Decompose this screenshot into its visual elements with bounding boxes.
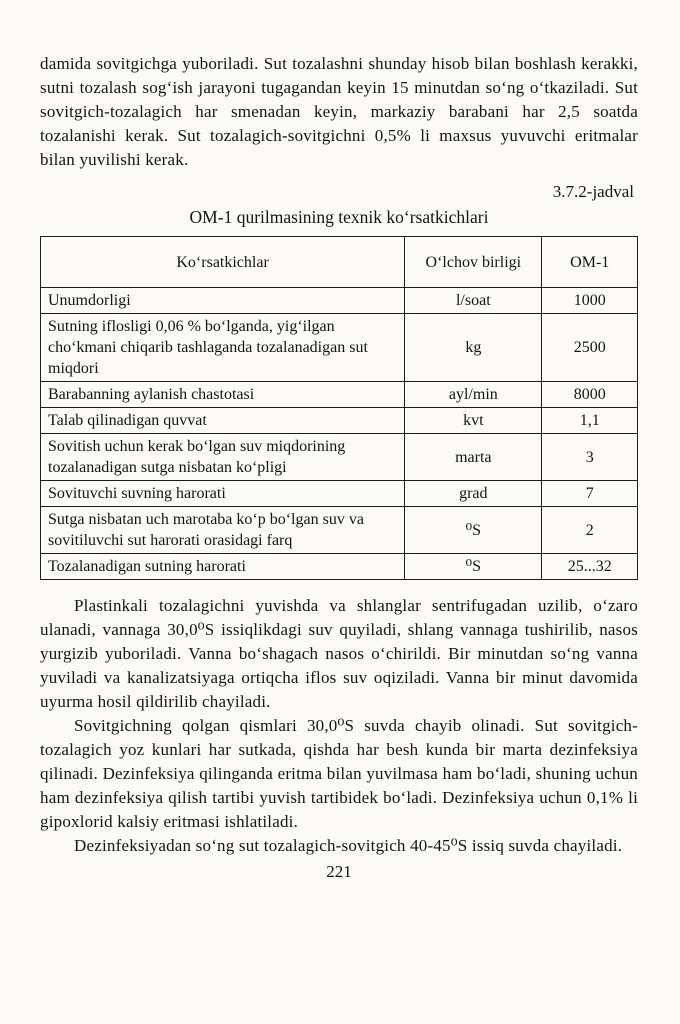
body-paragraph: Plastinkali tozalagichni yuvishda va shlanglar sentrifugadan uzilib, o‘zaro ulanadi, vannaga 30,0⁰S issiqlikdagi suv quyiladi, shlang vannaga tushirilib, nasos yurgizib yuboriladi. Vanna bo‘shagach nasos o‘chirildi. Bir minutdan so‘ng vanna yuviladi va kanalizatsiyaga ortiqcha iflos suv oqiziladi. Vanna bir minut davomida uyurma hosil qildirilib chayiladi. — [40, 596, 638, 711]
intro-paragraph: damida sovitgichga yuboriladi. Sut tozalashni shunday hisob bilan boshlash kerakki, sutni tozalash sog‘ish jarayoni tugagandan keyin 15 minutdan so‘ng o‘tkaziladi. Sut sovitgich-tozalagich har smenadan keyin, markaziy barabani har 2,5 soatda tozalanishi kerak. Sut tozalagich-sovitgichni 0,5% li maxsus yuvuvchi eritmalar bilan yuvilishi kerak. — [40, 54, 638, 169]
cell-indicator: Sovituvchi suvning harorati — [41, 481, 405, 507]
table-row — [41, 408, 638, 434]
table-row — [41, 288, 638, 314]
page-number: 221 — [326, 862, 352, 881]
table-row — [41, 314, 638, 382]
cell-unit: marta — [405, 434, 542, 481]
cell-indicator: Sovitish uchun kerak bo‘lgan suv miqdorining tozalanadigan sutga nisbatan ko‘pligi — [41, 434, 405, 481]
cell-value: 25...32 — [542, 554, 638, 580]
col-header-om1: OM-1 — [542, 237, 638, 288]
cell-unit: ⁰S — [405, 554, 542, 580]
cell-value: 1000 — [542, 288, 638, 314]
specs-table — [40, 236, 638, 580]
body-paragraph: Dezinfeksiyadan so‘ng sut tozalagich-sovitgich 40-45⁰S issiq suvda chayiladi. — [74, 836, 623, 855]
col-header-unit: O‘lchov birligi — [405, 237, 542, 288]
table-row — [41, 507, 638, 554]
body-paragraph: Sovitgichning qolgan qismlari 30,0⁰S suvda chayib olinadi. Sut sovitgich-tozalagich yoz kunlari har sutkada, qishda har besh kunda bir marta dezinfeksiya qilinadi. Dezinfeksiya qilinganda eritma bilan yuvilmasa ham bo‘ladi, shuning uchun ham dezinfeksiya qilish tartibi yuvish tartibidek bo‘ladi. Dezinfeksiya uchun 0,1% li gipoxlorid kalsiy eritmasi ishlatiladi. — [40, 716, 638, 831]
cell-indicator: Talab qilinadigan quvvat — [41, 408, 405, 434]
table-row — [41, 554, 638, 580]
cell-unit: ayl/min — [405, 382, 542, 408]
cell-value: 2 — [542, 507, 638, 554]
cell-indicator: Tozalanadigan sutning harorati — [41, 554, 405, 580]
cell-indicator: Sutning iflosligi 0,06 % bo‘lganda, yig‘ilgan cho‘kmani chiqarib tashlaganda tozalanadigan sut miqdori — [41, 314, 405, 382]
table-row — [41, 382, 638, 408]
col-header-indicators: Ko‘rsatkichlar — [41, 237, 405, 288]
cell-unit: kg — [405, 314, 542, 382]
cell-value: 7 — [542, 481, 638, 507]
table-header-row — [41, 237, 638, 288]
cell-unit: ⁰S — [405, 507, 542, 554]
cell-indicator: Unumdorligi — [41, 288, 405, 314]
table-row — [41, 481, 638, 507]
cell-value: 2500 — [542, 314, 638, 382]
cell-indicator: Barabanning aylanish chastotasi — [41, 382, 405, 408]
cell-unit: grad — [405, 481, 542, 507]
cell-indicator: Sutga nisbatan uch marotaba ko‘p bo‘lgan suv va sovitiluvchi sut harorati orasidagi farq — [41, 507, 405, 554]
table-caption-label: 3.7.2-jadval — [552, 182, 634, 201]
cell-value: 3 — [542, 434, 638, 481]
cell-value: 1,1 — [542, 408, 638, 434]
cell-unit: kvt — [405, 408, 542, 434]
cell-unit: l/soat — [405, 288, 542, 314]
table-row — [41, 434, 638, 481]
cell-value: 8000 — [542, 382, 638, 408]
table-title: OM-1 qurilmasining texnik ko‘rsatkichlari — [189, 207, 489, 227]
